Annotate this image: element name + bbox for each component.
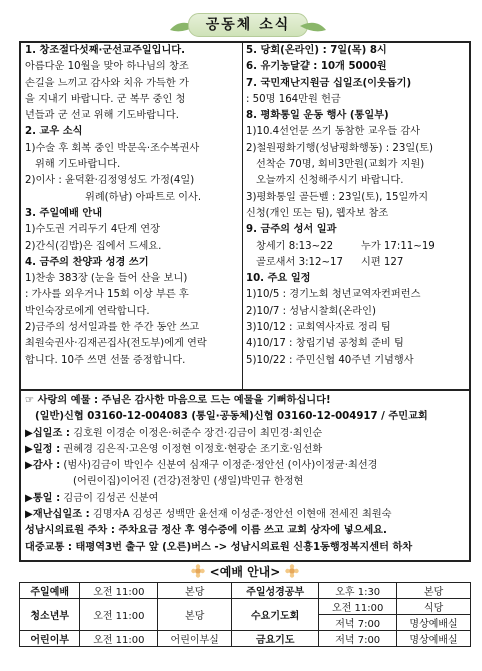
- schedule-item: 3)10/12 : 교회역사자료 정리 팀: [246, 322, 391, 334]
- offering-box: [19, 391, 471, 562]
- leaf-icon: [298, 20, 328, 34]
- left-column: [25, 43, 243, 369]
- section-4-title: 4. 금주의 찬양과 성경 쓰기: [25, 256, 149, 268]
- section-10-title: 10. 주요 일정: [246, 273, 311, 285]
- section-9-title: 9. 금주의 성서 일과: [246, 224, 337, 236]
- tithe-row: [25, 426, 465, 442]
- service-name: 금요기도: [232, 631, 319, 647]
- section-4-line: 박인숙장로에게 연락합니다.: [25, 305, 150, 317]
- schedule-names: 권혜경 김은직·고은영 이정현 이정호·현광순 조기호·임선화: [63, 443, 323, 455]
- section-8-line: 선착순 70명, 회비3만원(교회가 지원): [256, 159, 425, 171]
- section-9-line: [246, 239, 468, 255]
- schedule-item: 2)10/7 : 성남시찰회(온라인): [246, 305, 376, 317]
- service-time: 저녁 7:00: [319, 631, 397, 647]
- section-1-line: 손길을 느끼고 감사와 치유 가득한 가: [25, 77, 189, 89]
- disaster-row: [25, 507, 465, 523]
- section-1-line: 을 지내기 바랍니다. 군 복무 중인 청: [25, 93, 186, 105]
- table-row: [20, 599, 471, 615]
- service-name: 청소년부: [20, 599, 80, 631]
- schedule-label: ▶일정 :: [25, 443, 61, 455]
- service-place: 명상예배실: [397, 631, 471, 647]
- reading-genesis: 창세기 8:13~22: [256, 240, 334, 252]
- flower-icon: [285, 564, 299, 578]
- service-time: 오후 1:30: [319, 583, 397, 599]
- unity-names: 김금이 김성곤 신분여: [63, 492, 159, 504]
- tithe-label: ▶십일조 :: [25, 427, 70, 439]
- news-box: [19, 41, 471, 391]
- tithe-names: 김호원 이경순 이정은·허준수 장건·김금이 최민경·최인순: [73, 427, 323, 439]
- parking-note: 성남시의료원 주차 : 주차요금 정산 후 영수증에 이름 쓰고 교회 상자에 넣으세요.: [25, 525, 387, 537]
- service-time: 오전 11:00: [80, 583, 158, 599]
- section-1-line: 아름다운 10월을 맞아 하나님의 창조: [25, 61, 189, 73]
- section-4-line: : 가사를 외우거나 15회 이상 부른 후: [25, 289, 189, 301]
- section-2-title: 2. 교우 소식: [25, 126, 83, 138]
- worship-table: [19, 582, 471, 647]
- gratitude-row-2: (어린이집)이어진 (건강)전창민 (생일)박민규 한정현: [73, 476, 304, 488]
- section-2-line: 위례(하남) 아파트로 이사.: [85, 191, 202, 203]
- service-place: 본당: [158, 599, 232, 631]
- service-time: 오전 11:00: [319, 599, 397, 615]
- section-3-line: 1)수도권 거리두기 4단계 연장: [25, 224, 160, 236]
- disaster-label: ▶재난십일조 :: [25, 509, 90, 521]
- title-banner: [168, 9, 328, 39]
- worship-title: <예배 안내>: [209, 565, 281, 579]
- service-time: 저녁 7:00: [319, 615, 397, 631]
- section-9-line: [246, 255, 468, 271]
- table-row: [20, 583, 471, 599]
- section-5-title: 5. 당회(온라인) : 7일(목) 8시: [246, 45, 387, 56]
- service-place: 본당: [158, 583, 232, 599]
- section-8-title: 8. 평화통일 운동 행사 (통일부): [246, 110, 389, 122]
- service-name: 수요기도회: [232, 599, 319, 631]
- section-4-line: 2)금주의 성서일과를 한 주간 동안 쓰고: [25, 322, 200, 334]
- section-4-line: 1)찬송 383장 (눈을 들어 산을 보니): [25, 273, 188, 285]
- flower-icon: [191, 564, 205, 578]
- section-4-line: 최원숙권사·김재곤집사(전도부)에게 연락: [25, 338, 207, 350]
- schedule-row: [25, 442, 465, 458]
- section-6-title: 6. 유기농달걀 : 10개 5000원: [246, 61, 387, 73]
- section-8-line: 3)평화통일 골든벨 : 23일(토), 15일까지: [246, 191, 429, 203]
- service-name: 어린이부: [20, 631, 80, 647]
- service-time: 오전 11:00: [80, 599, 158, 631]
- disaster-names: 김명자A 김성곤 성백만 윤선재 이성준·정안선 이현애 전세진 최원숙: [92, 509, 392, 521]
- section-4-line: 합니다. 10주 쓰면 선물 증정합니다.: [25, 354, 186, 366]
- unity-row: [25, 491, 465, 507]
- schedule-item: 4)10/17 : 창립기념 공청회 준비 팀: [246, 338, 404, 350]
- section-1-title: 1. 창조절다섯째·군선교주일입니다.: [25, 45, 186, 56]
- transit-note: 대중교통 : 태평역3번 출구 앞 (오른)버스 -> 성남시의료원 신흥1동행정복지센터 하차: [25, 541, 413, 553]
- reading-luke: 누가 17:11~19: [361, 240, 435, 252]
- section-7-title: 7. 국민재난지원금 십일조(이웃돕기): [246, 77, 412, 89]
- section-1-line: 년들과 군 선교 위해 기도바랍니다.: [25, 110, 179, 122]
- reading-psalm: 시편 127: [361, 256, 404, 268]
- service-time: 오전 11:00: [80, 631, 158, 647]
- unity-label: ▶통일 :: [25, 492, 61, 504]
- schedule-item: 1)10/5 : 경기노회 청년교역자컨퍼런스: [246, 289, 421, 301]
- section-2-line: 2)이사 : 윤덕환·김정영성도 가정(4일): [25, 175, 195, 187]
- bank-accounts: (일반)신협 03160-12-004083 (통일·공동체)신협 03160-12-004917 / 주민교회: [35, 411, 428, 423]
- section-8-line: 오늘까지 신청해주시기 바랍니다.: [256, 175, 404, 187]
- section-2-line: 1)수술 후 회복 중인 박문옥·조수복권사: [25, 142, 200, 154]
- service-place: 본당: [397, 583, 471, 599]
- reading-colossians: 골로새서 3:12~17: [256, 256, 343, 268]
- section-8-line: 신청(개인 또는 팀), 웹자보 참조: [246, 207, 389, 219]
- service-name: 주일성경공부: [232, 583, 319, 599]
- section-3-line: 2)간식(김밥)은 집에서 드세요.: [25, 240, 162, 252]
- section-8-line: 2)철원평화기행(성남평화행동) : 23일(토): [246, 142, 434, 154]
- section-8-line: 1)10.4선언문 쓰기 동참한 교우들 감사: [246, 126, 421, 138]
- gratitude-row: [25, 458, 465, 474]
- section-2-line: 위해 기도바랍니다.: [35, 159, 121, 171]
- service-place: 식당: [397, 599, 471, 615]
- schedule-item: 5)10/22 : 주민신협 40주년 기념행사: [246, 354, 414, 366]
- gratitude-names: (범사)김금이 박인수 신분여 심재구 이정준·정안선 (이사)이정균·최선경: [63, 460, 378, 472]
- gratitude-label: ▶감사 :: [25, 460, 61, 472]
- service-name: 주일예배: [20, 583, 80, 599]
- right-column: [246, 43, 468, 369]
- worship-heading: [160, 562, 330, 582]
- table-row: [20, 631, 471, 647]
- service-place: 어린이부실: [158, 631, 232, 647]
- section-3-title: 3. 주일예배 안내: [25, 207, 103, 219]
- section-7-line: : 50명 164만원 헌금: [246, 93, 341, 105]
- page-title: 공동체 소식: [188, 13, 308, 37]
- offering-heading: ☞ 사랑의 예물 : 주님은 감사한 마음으로 드는 예물을 기뻐하십니다!: [25, 395, 331, 406]
- service-place: 명상예배실: [397, 615, 471, 631]
